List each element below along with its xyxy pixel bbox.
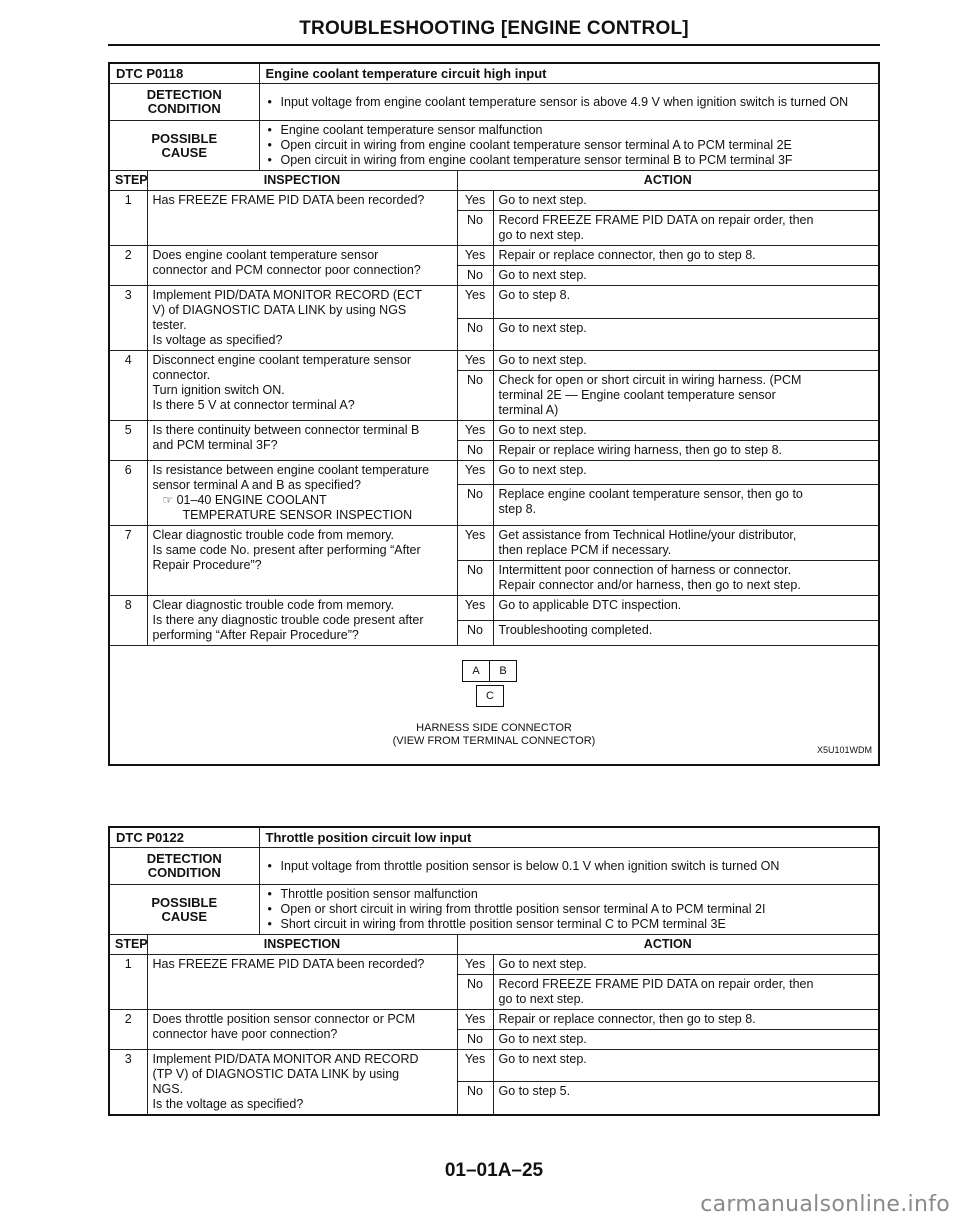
step-number: 4 xyxy=(109,351,147,421)
no-action: Troubleshooting completed. xyxy=(493,621,879,646)
step-row xyxy=(109,526,879,561)
step-number: 3 xyxy=(109,1050,147,1116)
step-inspection: Is there continuity between connector terminal B and PCM terminal 3F? xyxy=(147,421,457,461)
no-action: Replace engine coolant temperature sensor, then go to step 8. xyxy=(493,484,879,525)
no-label: No xyxy=(457,441,493,461)
col-inspection: INSPECTION xyxy=(147,935,457,955)
no-action: Record FREEZE FRAME PID DATA on repair order, then go to next step. xyxy=(493,975,879,1010)
yes-label: Yes xyxy=(457,526,493,561)
figure-code: X5U101WDM xyxy=(816,745,872,755)
no-action: Intermittent poor connection of harness or connector. Repair connector and/or harness, then go to next step. xyxy=(493,561,879,596)
step-row xyxy=(109,351,879,371)
no-label: No xyxy=(457,211,493,246)
cause-item: • Short circuit in wiring from throttle position sensor terminal C to PCM terminal 3E xyxy=(265,917,873,932)
yes-label: Yes xyxy=(457,191,493,211)
yes-action: Go to applicable DTC inspection. xyxy=(493,596,879,621)
terminal-c: C xyxy=(476,685,504,707)
no-label: No xyxy=(457,266,493,286)
detection-condition: • Input voltage from engine coolant temperature sensor is above 4.9 V when ignition switch is turned ON xyxy=(259,84,879,121)
step-inspection: Has FREEZE FRAME PID DATA been recorded? xyxy=(147,955,457,1010)
yes-action: Get assistance from Technical Hotline/your distributor, then replace PCM if necessary. xyxy=(493,526,879,561)
step-row xyxy=(109,955,879,975)
detection-condition: • Input voltage from throttle position sensor is below 0.1 V when ignition switch is turned ON xyxy=(259,848,879,885)
connector-row xyxy=(109,646,879,766)
step-number: 1 xyxy=(109,955,147,1010)
cause-item: • Engine coolant temperature sensor malfunction xyxy=(265,123,873,138)
no-label: No xyxy=(457,621,493,646)
no-label: No xyxy=(457,1030,493,1050)
no-action: Go to next step. xyxy=(493,1030,879,1050)
col-step: STEP xyxy=(109,935,147,955)
cause-item: • Open circuit in wiring from engine coolant temperature sensor terminal B to PCM terminal 3F xyxy=(265,153,873,168)
page-number: 01–01A–25 xyxy=(444,1160,544,1181)
step-row xyxy=(109,286,879,319)
cause-label: POSSIBLE CAUSE xyxy=(109,885,259,935)
step-inspection: Implement PID/DATA MONITOR AND RECORD (TP V) of DIAGNOSTIC DATA LINK by using NGS. Is the voltage as specified? xyxy=(147,1050,457,1116)
dtc-title: Engine coolant temperature circuit high input xyxy=(259,63,879,84)
no-action: Check for open or short circuit in wiring harness. (PCM terminal 2E — Engine coolant temperature sensor terminal A) xyxy=(493,371,879,421)
step-number: 3 xyxy=(109,286,147,351)
col-action: ACTION xyxy=(457,935,879,955)
no-action: Repair or replace wiring harness, then go to step 8. xyxy=(493,441,879,461)
yes-action: Go to next step. xyxy=(493,351,879,371)
possible-causes xyxy=(259,121,879,171)
no-action: Record FREEZE FRAME PID DATA on repair order, then go to next step. xyxy=(493,211,879,246)
step-row xyxy=(109,421,879,441)
reference-link: ☞ 01–40 ENGINE COOLANT xyxy=(162,493,327,507)
step-number: 8 xyxy=(109,596,147,646)
no-action: Go to next step. xyxy=(493,266,879,286)
step-number: 7 xyxy=(109,526,147,596)
yes-label: Yes xyxy=(457,1050,493,1082)
terminal-a: A xyxy=(462,660,490,682)
no-label: No xyxy=(457,561,493,596)
dtc-block-p0118 xyxy=(108,62,880,766)
column-header-row xyxy=(109,935,879,955)
step-row xyxy=(109,461,879,485)
no-label: No xyxy=(457,975,493,1010)
cause-label: POSSIBLE CAUSE xyxy=(109,121,259,171)
step-inspection: Is resistance between engine coolant temperature sensor terminal A and B as specified? ☞ 01–40 ENGINE COOLANT TEMPERATURE SENSOR INSPECTION xyxy=(147,461,457,526)
no-label: No xyxy=(457,371,493,421)
col-step: STEP xyxy=(109,171,147,191)
cause-row xyxy=(109,121,879,171)
detection-label: DETECTION CONDITION xyxy=(109,84,259,121)
yes-action: Go to next step. xyxy=(493,421,879,441)
step-number: 1 xyxy=(109,191,147,246)
detection-row xyxy=(109,848,879,885)
no-action: Go to next step. xyxy=(493,318,879,351)
step-row xyxy=(109,246,879,266)
step-number: 2 xyxy=(109,246,147,286)
step-row xyxy=(109,191,879,211)
yes-label: Yes xyxy=(457,421,493,441)
yes-label: Yes xyxy=(457,596,493,621)
yes-action: Repair or replace connector, then go to step 8. xyxy=(493,1010,879,1030)
detection-label: DETECTION CONDITION xyxy=(109,848,259,885)
harness-connector-figure xyxy=(110,646,878,764)
dtc-title: Throttle position circuit low input xyxy=(259,827,879,848)
cause-row xyxy=(109,885,879,935)
step-inspection: Has FREEZE FRAME PID DATA been recorded? xyxy=(147,191,457,246)
reference-link: TEMPERATURE SENSOR INSPECTION xyxy=(182,508,413,522)
yes-action: Go to next step. xyxy=(493,461,879,485)
cause-item: • Open or short circuit in wiring from throttle position sensor terminal A to PCM terminal 2I xyxy=(265,902,873,917)
detection-row xyxy=(109,84,879,121)
yes-label: Yes xyxy=(457,955,493,975)
connector-diagram xyxy=(460,658,520,710)
watermark-text: carmanualsonline.info xyxy=(700,1192,950,1217)
terminal-b: B xyxy=(489,660,517,682)
step-number: 6 xyxy=(109,461,147,526)
page-title: TROUBLESHOOTING [ENGINE CONTROL] xyxy=(299,18,689,39)
step-row xyxy=(109,596,879,621)
yes-label: Yes xyxy=(457,1010,493,1030)
yes-label: Yes xyxy=(457,286,493,319)
no-action: Go to step 5. xyxy=(493,1082,879,1115)
col-action: ACTION xyxy=(457,171,879,191)
col-inspection: INSPECTION xyxy=(147,171,457,191)
step-inspection: Implement PID/DATA MONITOR RECORD (ECT V) of DIAGNOSTIC DATA LINK by using NGS tester. Is voltage as specified? xyxy=(147,286,457,351)
step-row xyxy=(109,1010,879,1030)
no-label: No xyxy=(457,484,493,525)
yes-label: Yes xyxy=(457,461,493,485)
dtc-code: DTC P0122 xyxy=(109,827,259,848)
yes-action: Go to next step. xyxy=(493,191,879,211)
step-number: 2 xyxy=(109,1010,147,1050)
step-row xyxy=(109,1050,879,1082)
step-inspection: Clear diagnostic trouble code from memory. Is there any diagnostic trouble code present after performing “After Repair Procedure”? xyxy=(147,596,457,646)
step-inspection: Does throttle position sensor connector or PCM connector have poor connection? xyxy=(147,1010,457,1050)
yes-action: Go to step 8. xyxy=(493,286,879,319)
no-label: No xyxy=(457,1082,493,1115)
no-label: No xyxy=(457,318,493,351)
possible-causes xyxy=(259,885,879,935)
step-inspection: Does engine coolant temperature sensor connector and PCM connector poor connection? xyxy=(147,246,457,286)
column-header-row xyxy=(109,171,879,191)
yes-label: Yes xyxy=(457,246,493,266)
yes-action: Repair or replace connector, then go to step 8. xyxy=(493,246,879,266)
connector-caption: HARNESS SIDE CONNECTOR (VIEW FROM TERMINAL CONNECTOR) xyxy=(392,722,596,747)
cause-item: • Open circuit in wiring from engine coolant temperature sensor terminal A to PCM terminal 2E xyxy=(265,138,873,153)
step-number: 5 xyxy=(109,421,147,461)
dtc-header-row xyxy=(109,63,879,84)
yes-action: Go to next step. xyxy=(493,955,879,975)
header-rule xyxy=(108,44,880,46)
yes-action: Go to next step. xyxy=(493,1050,879,1082)
cause-item: • Throttle position sensor malfunction xyxy=(265,887,873,902)
step-inspection: Disconnect engine coolant temperature sensor connector. Turn ignition switch ON. Is there 5 V at connector terminal A? xyxy=(147,351,457,421)
dtc-block-p0122 xyxy=(108,826,880,1116)
yes-label: Yes xyxy=(457,351,493,371)
dtc-code: DTC P0118 xyxy=(109,63,259,84)
dtc-header-row xyxy=(109,827,879,848)
step-inspection: Clear diagnostic trouble code from memory. Is same code No. present after performing “After Repair Procedure”? xyxy=(147,526,457,596)
reference-arrow-icon: ☞ xyxy=(162,493,177,507)
